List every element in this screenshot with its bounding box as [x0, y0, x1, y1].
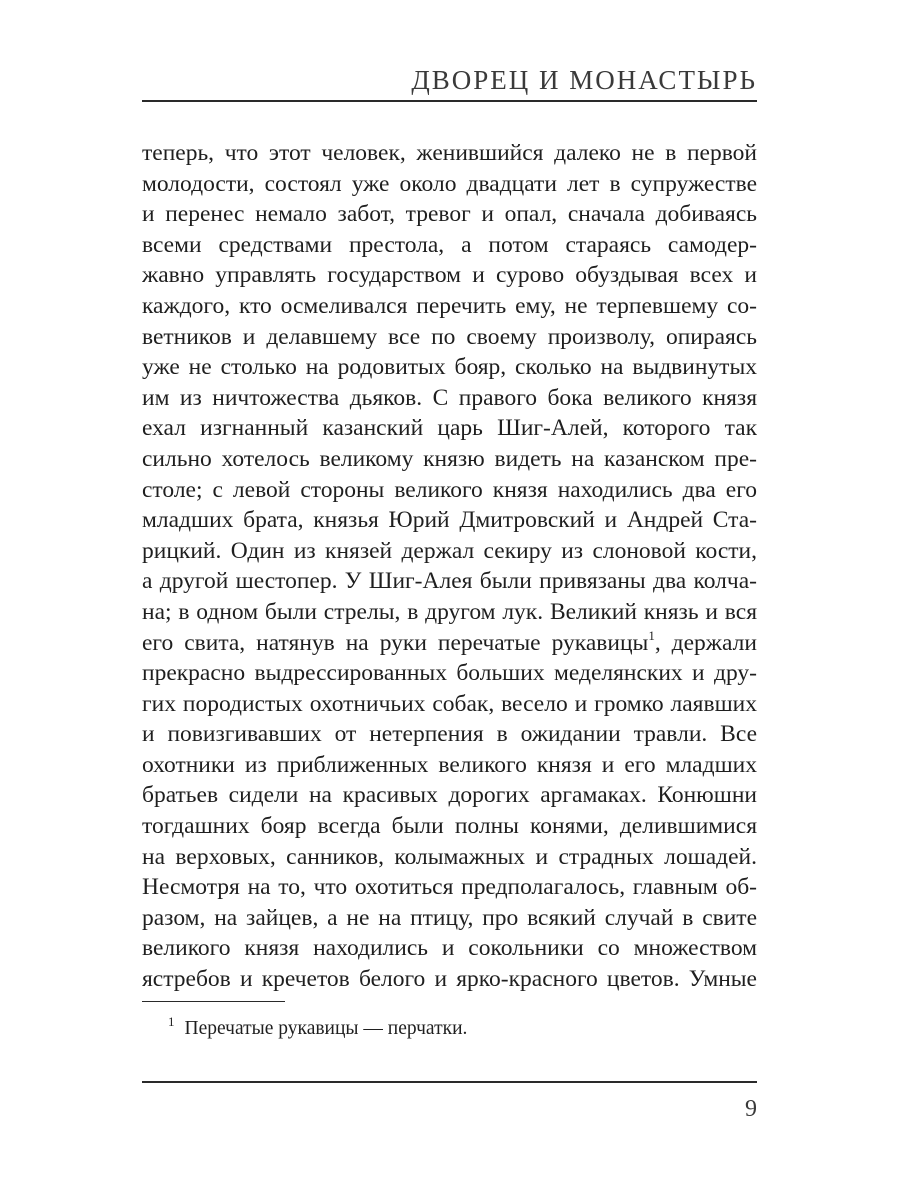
text-line: великого князя находились и сокольники со множеством	[142, 935, 757, 962]
text-line: разом, на зайцев, а не на птицу, про всякий случай в свите	[142, 904, 757, 931]
text-line-segment: его свита, натянув на руки перечатые рукавицы	[142, 629, 649, 656]
text-line: гих породистых охотничьих собак, весело и громко лаявших	[142, 690, 757, 717]
footnote-number: 1	[168, 1014, 175, 1029]
text-line: прекрасно выдрессированных больших меделянских и дру-	[142, 660, 757, 687]
text-line: сильно хотелось великому князю видеть на казанском пре-	[142, 445, 757, 472]
text-line: уже не столько на родовитых бояр, сколько на выдвинутых	[142, 354, 757, 381]
text-line: ветников и делавшему все по своему произволу, опираясь	[142, 323, 757, 350]
text-line: молодости, состоял уже около двадцати лет в супружестве	[142, 170, 757, 197]
body-text	[142, 138, 757, 995]
text-line: на; в одном были стрелы, в другом лук. Великий князь и вся	[142, 598, 757, 625]
text-line: рицкий. Один из князей держал секиру из слоновой кости,	[142, 537, 757, 564]
page-number: 9	[745, 1096, 757, 1122]
footnote	[168, 1008, 467, 1043]
text-line: тогдашних бояр всегда были полны конями, делившимися	[142, 813, 757, 840]
text-line: младших брата, князья Юрий Дмитровский и Андрей Ста-	[142, 507, 757, 534]
text-line: жавно управлять государством и сурово обуздывая всех и	[142, 262, 757, 289]
text-line: и повизгивавших от нетерпения в ожидании травли. Все	[142, 721, 757, 748]
footer-rule	[142, 1081, 757, 1083]
text-line-segment: , держали	[654, 629, 757, 656]
text-line-with-footnote	[142, 628, 757, 659]
text-line: Несмотря на то, что охотиться предполагалось, главным об-	[142, 874, 757, 901]
footnote-reference[interactable]: 1	[648, 627, 655, 643]
text-line: теперь, что этот человек, женившийся далеко не в первой	[142, 140, 757, 166]
footnote-text: Перечатые рукавицы — перчатки.	[184, 1018, 468, 1039]
text-line: и перенес немало забот, тревог и опал, сначала добиваясь	[142, 201, 757, 228]
text-line: охотники из приближенных великого князя и его младших	[142, 751, 757, 778]
footnote-rule	[142, 1001, 285, 1002]
text-line: братьев сидели на красивых дорогих аргамаках. Конюшни	[142, 782, 757, 809]
text-line: а другой шестопер. У Шиг-Алея были привязаны два колча-	[142, 568, 757, 595]
text-line: ехал изгнанный казанский царь Шиг-Алей, которого так	[142, 415, 757, 442]
text-line: всеми средствами престола, а потом стараясь самодер-	[142, 231, 757, 258]
header-rule	[142, 100, 757, 102]
text-line: ястребов и кречетов белого и ярко-красного цветов. Умные	[142, 966, 757, 993]
text-line: им из ничтожества дьяков. С правого бока великого князя	[142, 384, 757, 411]
text-line: каждого, кто осмеливался перечить ему, не терпевшему со-	[142, 292, 757, 319]
text-line: столе; с левой стороны великого князя находились два его	[142, 476, 757, 503]
running-title: ДВОРЕЦ И МОНАСТЫРЬ	[411, 65, 757, 95]
text-line: на верховых, санников, колымажных и страдных лошадей.	[142, 843, 757, 870]
